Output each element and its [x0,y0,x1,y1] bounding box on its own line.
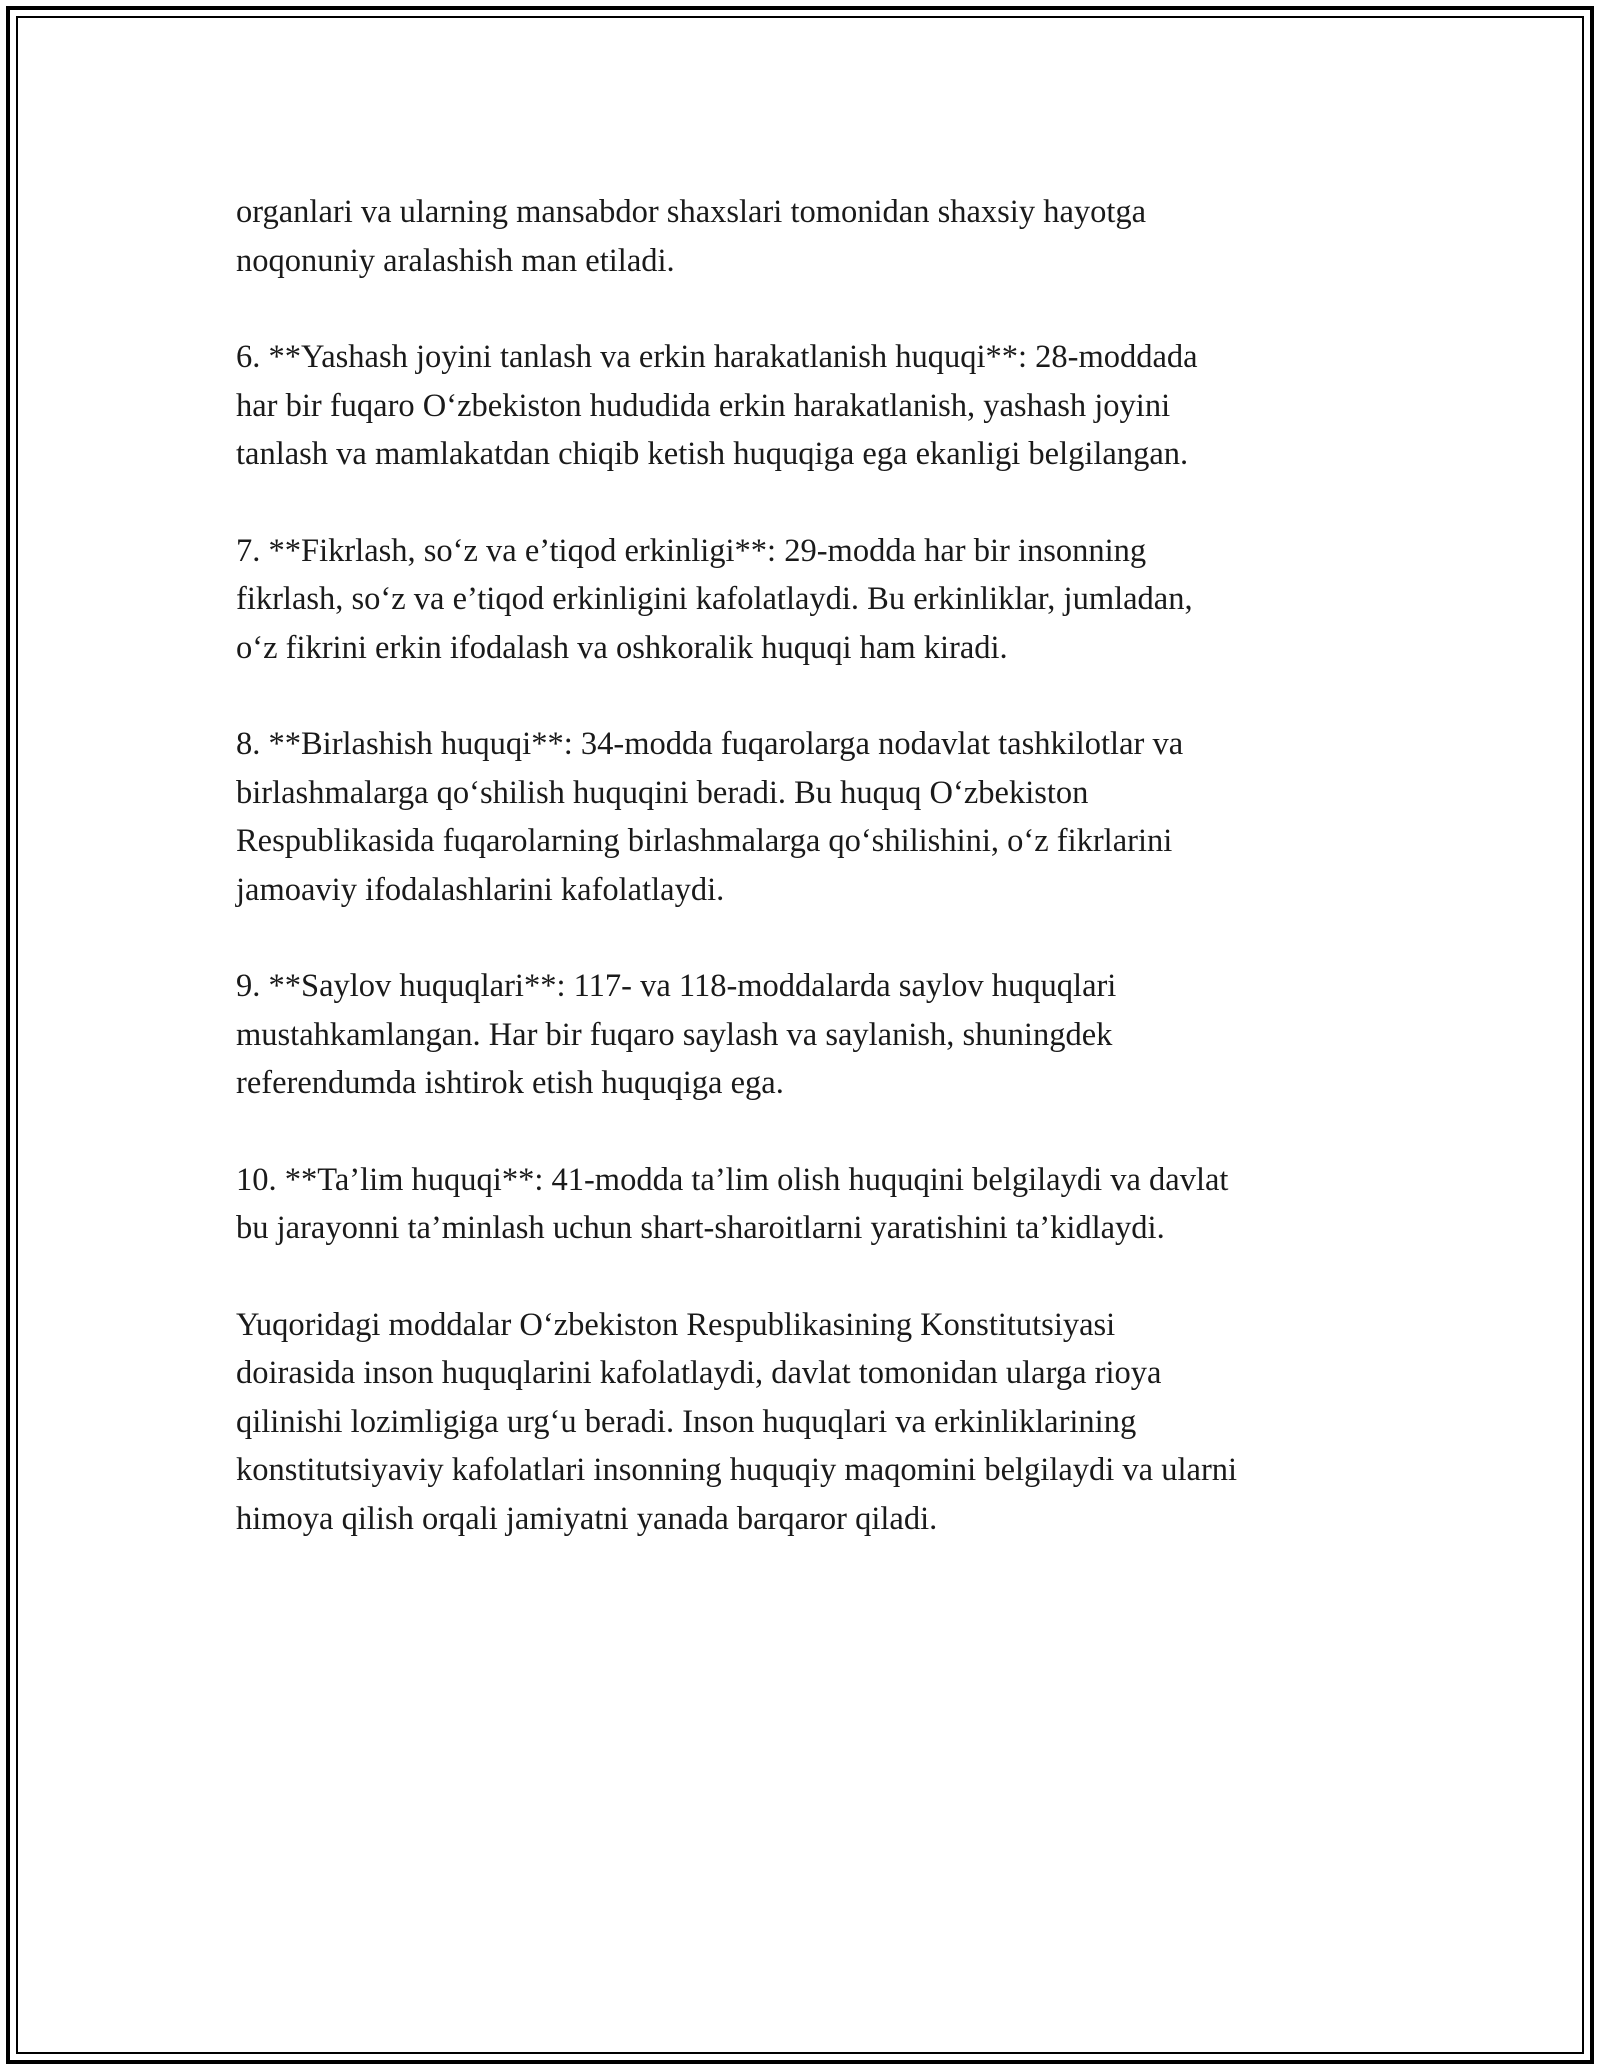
text-line: mustahkamlangan. Har bir fuqaro saylash va saylanish, shuningdek [236,1016,1113,1053]
paragraph-item-7 [236,527,1406,673]
text-line: fikrlash, so‘z va e’tiqod erkinligini kafolatlaydi. Bu erkinliklar, jumladan, [236,581,1193,617]
text-line: himoya qilish orqali jamiyatni yanada barqaror qiladi. [236,1500,938,1537]
text-line: o‘z fikrini erkin ifodalash va oshkoralik huquqi ham kiradi. [236,629,1008,666]
text-line: konstitutsiyaviy kafolatlari insonning huquqiy maqomini belgilaydi va ularni [236,1452,1238,1488]
text-line: jamoaviy ifodalashlarini kafolatlaydi. [236,871,725,908]
text-line: organlari va ularning mansabdor shaxslari tomonidan shaxsiy hayotga [236,194,1147,230]
text-line: har bir fuqaro O‘zbekiston hududida erkin harakatlanish, yashash joyini [236,387,1171,424]
text-line: 10. **Ta’lim huquqi**: 41-modda ta’lim olish huquqini belgilaydi va davlat [236,1161,1229,1198]
paragraph-item-10 [236,1156,1406,1253]
paragraph-privacy-continuation [236,188,1406,285]
text-line: tanlash va mamlakatdan chiqib ketish huquqiga ega ekanligi belgilangan. [236,436,1189,472]
text-line: Respublikasida fuqarolarning birlashmalarga qo‘shilishini, o‘z fikrlarini [236,823,1173,859]
paragraph-item-6 [236,333,1406,479]
text-line: doirasida inson huquqlarini kafolatlaydi, davlat tomonidan ularga rioya [236,1355,1162,1391]
text-line: 7. **Fikrlash, so‘z va e’tiqod erkinligi**: 29-modda har bir insonning [236,532,1147,569]
text-line: Yuqoridagi moddalar O‘zbekiston Respublikasining Konstitutsiyasi [236,1306,1116,1343]
text-line: referendumda ishtirok etish huquqiga ega. [236,1065,784,1101]
text-line: 8. **Birlashish huquqi**: 34-modda fuqarolarga nodavlat tashkilotlar va [236,726,1184,762]
text-line: 6. **Yashash joyini tanlash va erkin harakatlanish huquqi**: 28-moddada [236,339,1198,375]
paragraph-conclusion [236,1301,1406,1544]
document-body [236,188,1406,1591]
text-line: noqonuniy aralashish man etiladi. [236,242,675,279]
paragraph-item-9 [236,962,1406,1108]
paragraph-item-8 [236,720,1406,914]
text-line: bu jarayonni ta’minlash uchun shart-sharoitlarni yaratishini ta’kidlaydi. [236,1210,1165,1246]
text-line: qilinishi lozimligiga urg‘u beradi. Inson huquqlari va erkinliklarining [236,1403,1137,1440]
text-line: 9. **Saylov huquqlari**: 117- va 118-moddalarda saylov huquqlari [236,968,1117,1004]
text-line: birlashmalarga qo‘shilish huquqini beradi. Bu huquq O‘zbekiston [236,774,1089,811]
